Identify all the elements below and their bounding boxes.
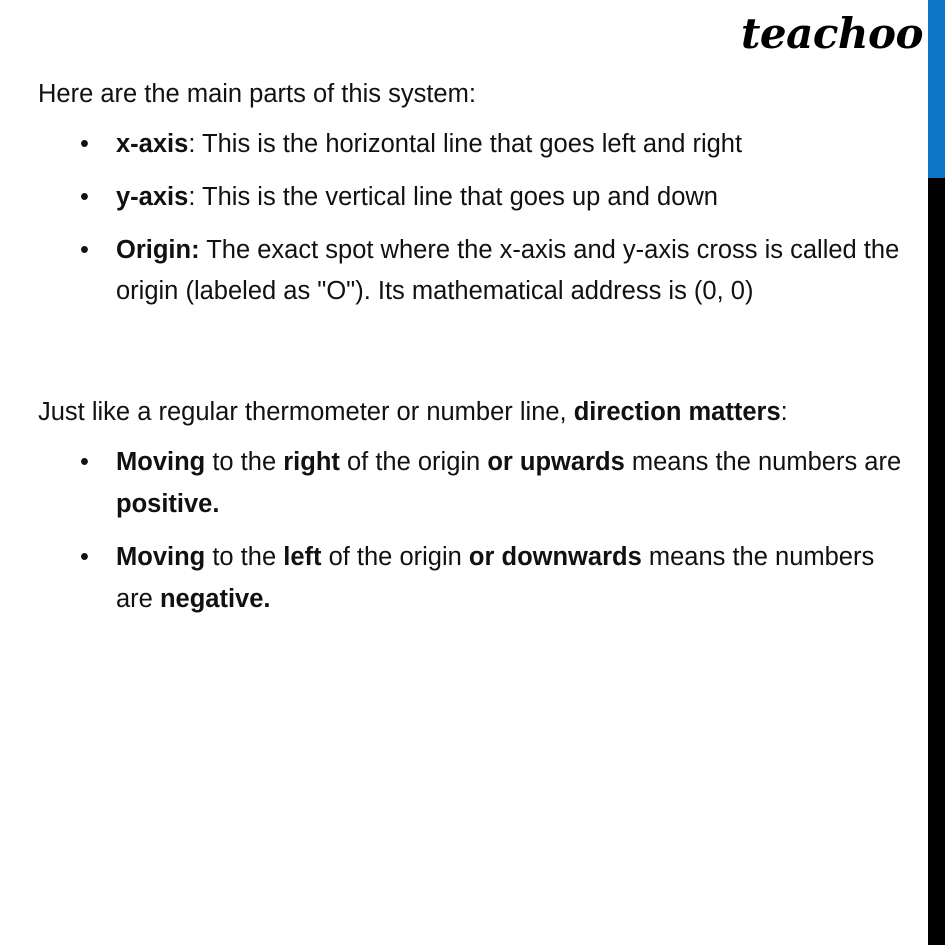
text-run: : This is the vertical line that goes up and down	[188, 182, 718, 211]
teachoo-logo: teachoo	[741, 9, 923, 58]
text-run: to the	[205, 542, 284, 571]
text-run-bold: or upwards	[487, 448, 625, 477]
text-run: of the origin	[339, 448, 488, 477]
text-run: :	[780, 398, 788, 427]
text-run-bold: Moving	[116, 542, 206, 571]
text-run: : This is the horizontal line that goes left and right	[188, 129, 743, 158]
section-one-bullet-list	[38, 124, 913, 313]
text-run-bold: Origin:	[116, 235, 200, 264]
text-run-bold: positive.	[116, 489, 220, 518]
bullet-marker-icon: •	[80, 129, 89, 158]
right-edge-stripe	[928, 0, 945, 945]
section-two-intro	[38, 396, 913, 430]
text-run: Just like a regular thermometer or number line,	[38, 398, 574, 427]
text-run-bold: left	[283, 542, 322, 571]
text-run: The exact spot where the x-axis and y-axis cross is called the origin (labeled as "O"). Its mathematical address is (0, 0)	[116, 235, 907, 306]
slide-content	[38, 78, 913, 631]
bullet-marker-icon: •	[80, 235, 89, 264]
text-run: means the numbers are	[116, 542, 882, 613]
edge-stripe-black-segment	[928, 178, 945, 945]
text-run-bold: negative.	[159, 584, 271, 613]
list-item-text	[116, 183, 718, 211]
edge-stripe-blue-segment	[928, 0, 945, 178]
text-run: to the	[205, 448, 284, 477]
list-item-text	[116, 236, 906, 306]
text-run-bold: or downwards	[468, 542, 642, 571]
text-run-bold: y-axis	[116, 182, 189, 211]
text-run: of the origin	[321, 542, 469, 571]
list-item	[38, 124, 913, 166]
list-item-text	[116, 130, 742, 158]
text-run-bold: x-axis	[116, 129, 189, 158]
text-run: means the numbers are	[624, 448, 909, 477]
list-item	[38, 230, 913, 314]
bullet-marker-icon: •	[80, 182, 89, 211]
list-item-text	[116, 543, 881, 613]
section-spacer	[38, 324, 913, 396]
text-run-bold: direction matters	[573, 398, 781, 427]
list-item	[38, 537, 913, 621]
list-item	[38, 177, 913, 219]
text-run-bold: right	[283, 448, 340, 477]
section-two-bullet-list	[38, 442, 913, 620]
bullet-marker-icon: •	[80, 542, 89, 571]
list-item	[38, 442, 913, 526]
text-run-bold: Moving	[116, 448, 206, 477]
bullet-marker-icon: •	[80, 448, 89, 477]
list-item-text	[116, 448, 908, 518]
section-one-intro: Here are the main parts of this system:	[38, 80, 476, 108]
